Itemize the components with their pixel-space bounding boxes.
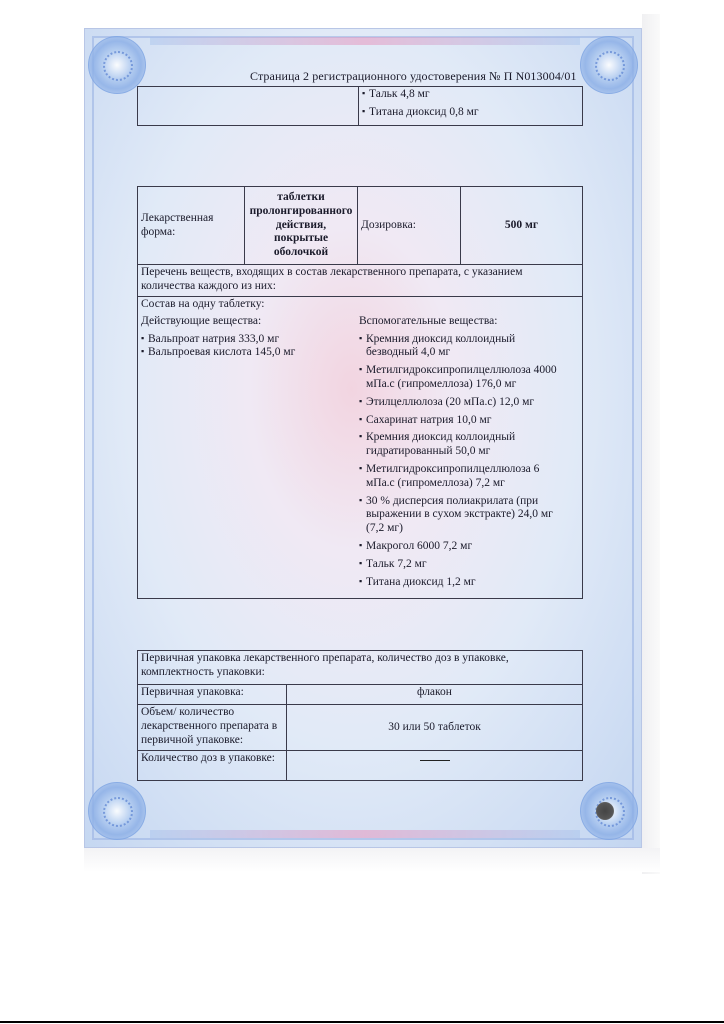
list-item: ▪ Тальк 7,2 мг <box>359 558 559 572</box>
dosage-form-table <box>137 186 583 265</box>
packaging-table <box>137 650 583 781</box>
composition-heading: Перечень веществ, входящих в состав лекарственного препарата, с указанием количества каждого из них: <box>138 265 583 297</box>
excipient-label: Вспомогательные вещества: <box>359 314 498 327</box>
list-item: ▪ Кремния диоксид коллоидный гидратированный 50,0 мг <box>359 431 559 459</box>
excipient-column <box>359 315 559 590</box>
top-border-band <box>150 37 580 45</box>
list-item: ▪ Вальпроат натрия 333,0 мг <box>141 333 359 347</box>
active-column <box>141 315 359 590</box>
list-item: ▪ Сахаринат натрия 10,0 мг <box>359 414 559 428</box>
page-header: Страница 2 регистрационного удостоверения № П N013004/01 <box>250 69 577 83</box>
composition-table <box>137 264 583 599</box>
volume-label: Объем/ количество лекарственного препарата в первичной упаковке: <box>138 705 287 751</box>
doses-value <box>287 751 583 781</box>
list-item: ▪ 30 % дисперсия полиакрилата (при выражении в сухом экстракте) 24,0 мг (7,2 мг) <box>359 495 559 536</box>
doses-label: Количество доз в упаковке: <box>138 751 287 781</box>
list-item: ▪ Макрогол 6000 7,2 мг <box>359 540 559 554</box>
active-list <box>141 333 359 361</box>
continuation-list <box>362 88 579 120</box>
excipient-list <box>359 333 559 590</box>
dosage-value: 500 мг <box>461 187 583 265</box>
per-tablet-label: Состав на одну таблетку: <box>141 298 265 310</box>
primary-pack-label: Первичная упаковка: <box>138 685 287 705</box>
list-item: ▪ Этилцеллюлоза (20 мПа.с) 12,0 мг <box>359 396 559 410</box>
list-item: ▪ Метилгидроксипропилцеллюлоза 6 мПа.с (гипромеллоза) 7,2 мг <box>359 463 559 491</box>
rosette-bottom-left <box>88 782 146 840</box>
volume-value: 30 или 50 таблеток <box>287 705 583 751</box>
continuation-left-cell <box>138 87 359 126</box>
scan-edge-line <box>0 1021 724 1023</box>
dosage-label: Дозировка: <box>358 187 461 265</box>
bottom-border-band <box>150 830 580 838</box>
punch-hole <box>596 802 614 820</box>
list-item: ▪ Кремния диоксид коллоидный безводный 4,0 мг <box>359 333 559 361</box>
composition-columns <box>138 313 582 592</box>
list-item: ▪ Титана диоксид 1,2 мг <box>359 576 559 590</box>
list-item: ▪ Тальк 4,8 мг <box>362 88 579 102</box>
packaging-heading: Первичная упаковка лекарственного препарата, количество доз в упаковке, комплектность упаковки: <box>138 651 583 685</box>
page-shadow-bottom <box>84 848 660 872</box>
composition-body <box>138 297 583 599</box>
list-item: ▪ Вальпроевая кислота 145,0 мг <box>141 346 359 360</box>
rosette-top-right <box>580 36 638 94</box>
form-label: Лекарственная форма: <box>138 187 245 265</box>
list-item: ▪ Метилгидроксипропилцеллюлоза 4000 мПа.с (гипромеллоза) 176,0 мг <box>359 364 559 392</box>
empty-value-dash <box>420 754 450 761</box>
form-value: таблетки пролонгированного действия, покрытые оболочкой <box>245 187 358 265</box>
primary-pack-value: флакон <box>287 685 583 705</box>
continuation-table <box>137 86 583 126</box>
continuation-right-cell <box>359 87 583 126</box>
active-label: Действующие вещества: <box>141 314 262 327</box>
list-item: ▪ Титана диоксид 0,8 мг <box>362 106 579 120</box>
page-shadow-right <box>642 14 660 874</box>
